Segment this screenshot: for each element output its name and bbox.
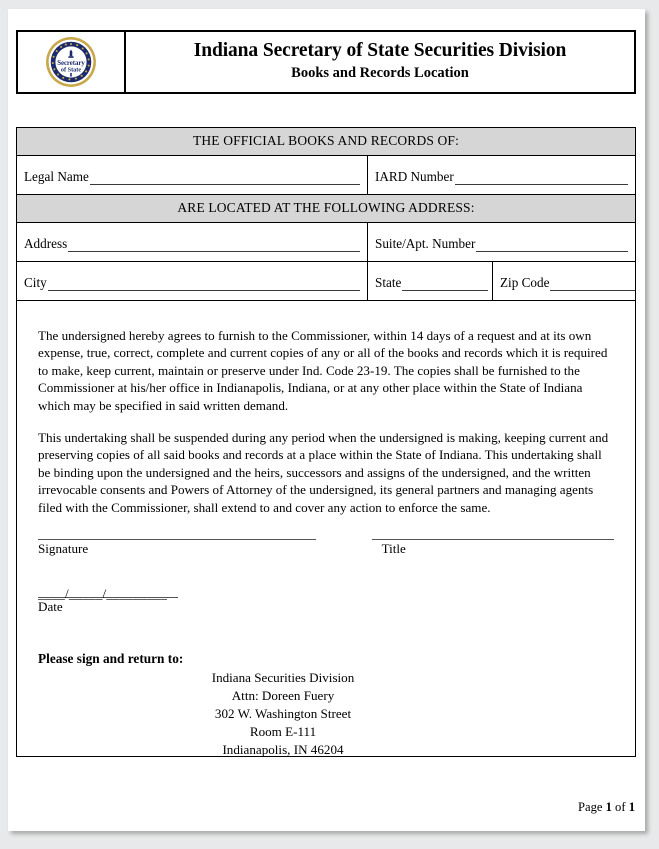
row-name-iard xyxy=(17,156,635,195)
field-address[interactable] xyxy=(17,223,367,261)
row-city-state-zip xyxy=(17,262,635,301)
address-label: Address xyxy=(24,236,68,251)
footer-middle: of xyxy=(611,800,629,814)
date-field[interactable] xyxy=(38,586,614,615)
address-input[interactable] xyxy=(68,239,360,252)
legal-name-input[interactable] xyxy=(90,172,360,185)
page-footer xyxy=(578,800,635,815)
return-address-line-4: Room E-111 xyxy=(249,724,317,740)
suite-apt-number-label: Suite/Apt. Number xyxy=(375,236,476,251)
footer-total-pages: 1 xyxy=(628,800,635,814)
signature-label: Signature xyxy=(38,541,89,557)
page-title: Indiana Secretary of State Securities Division xyxy=(193,40,567,62)
band-located-address: ARE LOCATED AT THE FOLLOWING ADDRESS: xyxy=(17,195,635,223)
agreement-paragraph-1: The undersigned hereby agrees to furnish to the Commissioner, within 14 days of a request and at its own expense, true, correct, complete and current copies of any or all of the books and records which it is required to make, keep current, maintain or preserve under Ind. Code 23-19. The copies shall be furnished to the Commissioner at his/her office in Indianapolis, Indiana, or at any other place within the State of Indiana which may be specified in said written demand. xyxy=(38,328,608,413)
state-input[interactable] xyxy=(402,278,488,291)
field-legal-name[interactable] xyxy=(17,156,367,194)
band-official-records: THE OFFICIAL BOOKS AND RECORDS OF: xyxy=(17,128,635,156)
zip-code-input[interactable] xyxy=(550,278,635,291)
city-label: City xyxy=(24,275,47,290)
document-header xyxy=(16,30,636,94)
field-city[interactable] xyxy=(17,262,367,300)
page-subtitle: Books and Records Location xyxy=(291,64,469,81)
date-pattern[interactable]: ____/_____/_________ xyxy=(38,586,168,602)
indiana-secretary-of-state-seal-icon xyxy=(45,36,97,88)
return-instructions-heading: Please sign and return to: xyxy=(38,651,184,667)
date-label: Date xyxy=(38,599,63,615)
return-address-line-3: 302 W. Washington Street xyxy=(214,706,352,722)
legal-name-label: Legal Name xyxy=(24,169,89,184)
seal-cell xyxy=(18,32,126,92)
title-field[interactable] xyxy=(372,539,614,557)
return-address-block xyxy=(38,669,614,759)
signature-field[interactable] xyxy=(38,539,316,557)
agreement-paragraph-2: This undertaking shall be suspended during any period when the undersigned is making, keeping current and preserving copies of all said books and records at a place within the State of Indiana. This undertaking shall be binding upon the undersigned and the heirs, successors and assigns of the undersigned, and the written irrevocable consents and Powers of Attorney of the undersigned, its general partners and managing agents filed with the Commissioner, shall extend to and cover any action to enforce the same. xyxy=(38,430,609,515)
footer-current-page: 1 xyxy=(605,800,612,814)
field-iard-number[interactable] xyxy=(367,156,635,194)
field-zip-code[interactable] xyxy=(492,262,635,300)
city-input[interactable] xyxy=(48,278,360,291)
iard-number-input[interactable] xyxy=(455,172,628,185)
agreement-body xyxy=(17,301,635,759)
return-address-line-1: Indiana Securities Division xyxy=(211,670,355,686)
field-state[interactable] xyxy=(367,262,492,300)
suite-apt-number-input[interactable] xyxy=(476,239,628,252)
svg-text:of State: of State xyxy=(60,66,82,74)
header-title-cell xyxy=(126,32,634,92)
iard-number-label: IARD Number xyxy=(375,169,454,184)
row-address-suite xyxy=(17,223,635,262)
return-address-line-2: Attn: Doreen Fuery xyxy=(231,688,335,704)
form-container xyxy=(16,127,636,757)
field-suite-apt-number[interactable] xyxy=(367,223,635,261)
title-label: Title xyxy=(381,541,406,557)
svg-text:Secretary: Secretary xyxy=(57,60,85,68)
zip-code-label: Zip Code xyxy=(500,275,550,290)
return-address-line-5: Indianapolis, IN 46204 xyxy=(222,742,344,758)
document-page xyxy=(8,9,645,831)
footer-prefix: Page xyxy=(577,800,606,814)
state-label: State xyxy=(375,275,402,290)
signature-row xyxy=(38,539,614,557)
